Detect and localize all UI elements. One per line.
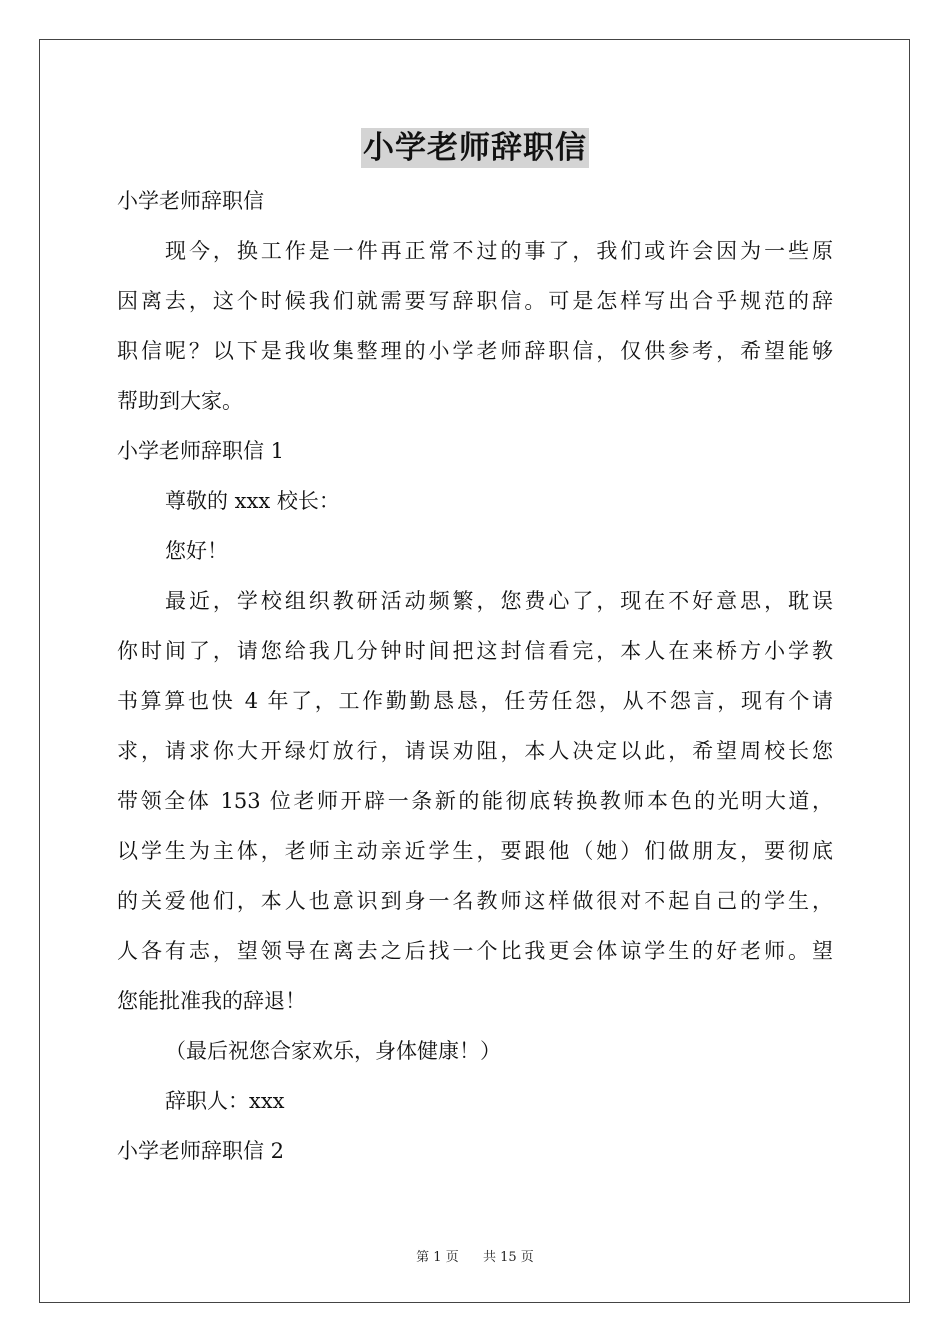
- page-total: 共 15 页: [483, 1250, 534, 1265]
- letter-body-line-4: 求，请求你大开绿灯放行，请误劝阻，本人决定以此，希望周校长您: [117, 739, 833, 763]
- letter-body-line-3: 书算算也快 4 年了，工作勤勤恳恳，任劳任怨，从不怨言，现有个请: [117, 689, 833, 713]
- section-heading-2: 小学老师辞职信 2: [117, 1139, 285, 1163]
- letter-body-line-7: 的关爱他们，本人也意识到身一名教师这样做很对不起自己的学生，: [117, 889, 833, 913]
- letter-body-line-6: 以学生为主体，老师主动亲近学生，要跟他（她）们做朋友，要彻底: [117, 839, 833, 863]
- letter-body-line-9: 您能批准我的辞退！: [117, 989, 306, 1013]
- page-footer: [0, 1246, 950, 1265]
- section-heading-1: 小学老师辞职信 1: [117, 439, 285, 463]
- letter-greeting: 您好！: [165, 539, 228, 563]
- body-subtitle: 小学老师辞职信: [117, 189, 264, 213]
- intro-line-1: 现今，换工作是一件再正常不过的事了，我们或许会因为一些原: [165, 239, 833, 263]
- letter-signature: 辞职人：xxx: [165, 1089, 285, 1113]
- letter-closing: （最后祝您合家欢乐，身体健康！）: [165, 1039, 501, 1063]
- page-number: 第 1 页: [416, 1250, 459, 1265]
- letter-body-line-1: 最近，学校组织教研活动频繁，您费心了，现在不好意思，耽误: [165, 589, 833, 613]
- letter-body-line-5: 带领全体 153 位老师开辟一条新的能彻底转换教师本色的光明大道，: [117, 789, 833, 813]
- intro-line-2: 因离去，这个时候我们就需要写辞职信。可是怎样写出合乎规范的辞: [117, 289, 833, 313]
- letter-body-line-2: 你时间了，请您给我几分钟时间把这封信看完，本人在来桥方小学教: [117, 639, 833, 663]
- document-title: 小学老师辞职信: [363, 130, 587, 166]
- intro-line-3: 职信呢？以下是我收集整理的小学老师辞职信，仅供参考，希望能够: [117, 339, 833, 363]
- letter-salutation: 尊敬的 xxx 校长：: [165, 489, 340, 513]
- letter-body-line-8: 人各有志，望领导在离去之后找一个比我更会体谅学生的好老师。望: [117, 939, 833, 963]
- document-title-container: [0, 128, 950, 168]
- intro-line-4: 帮助到大家。: [117, 389, 243, 413]
- document-body: [117, 176, 833, 1176]
